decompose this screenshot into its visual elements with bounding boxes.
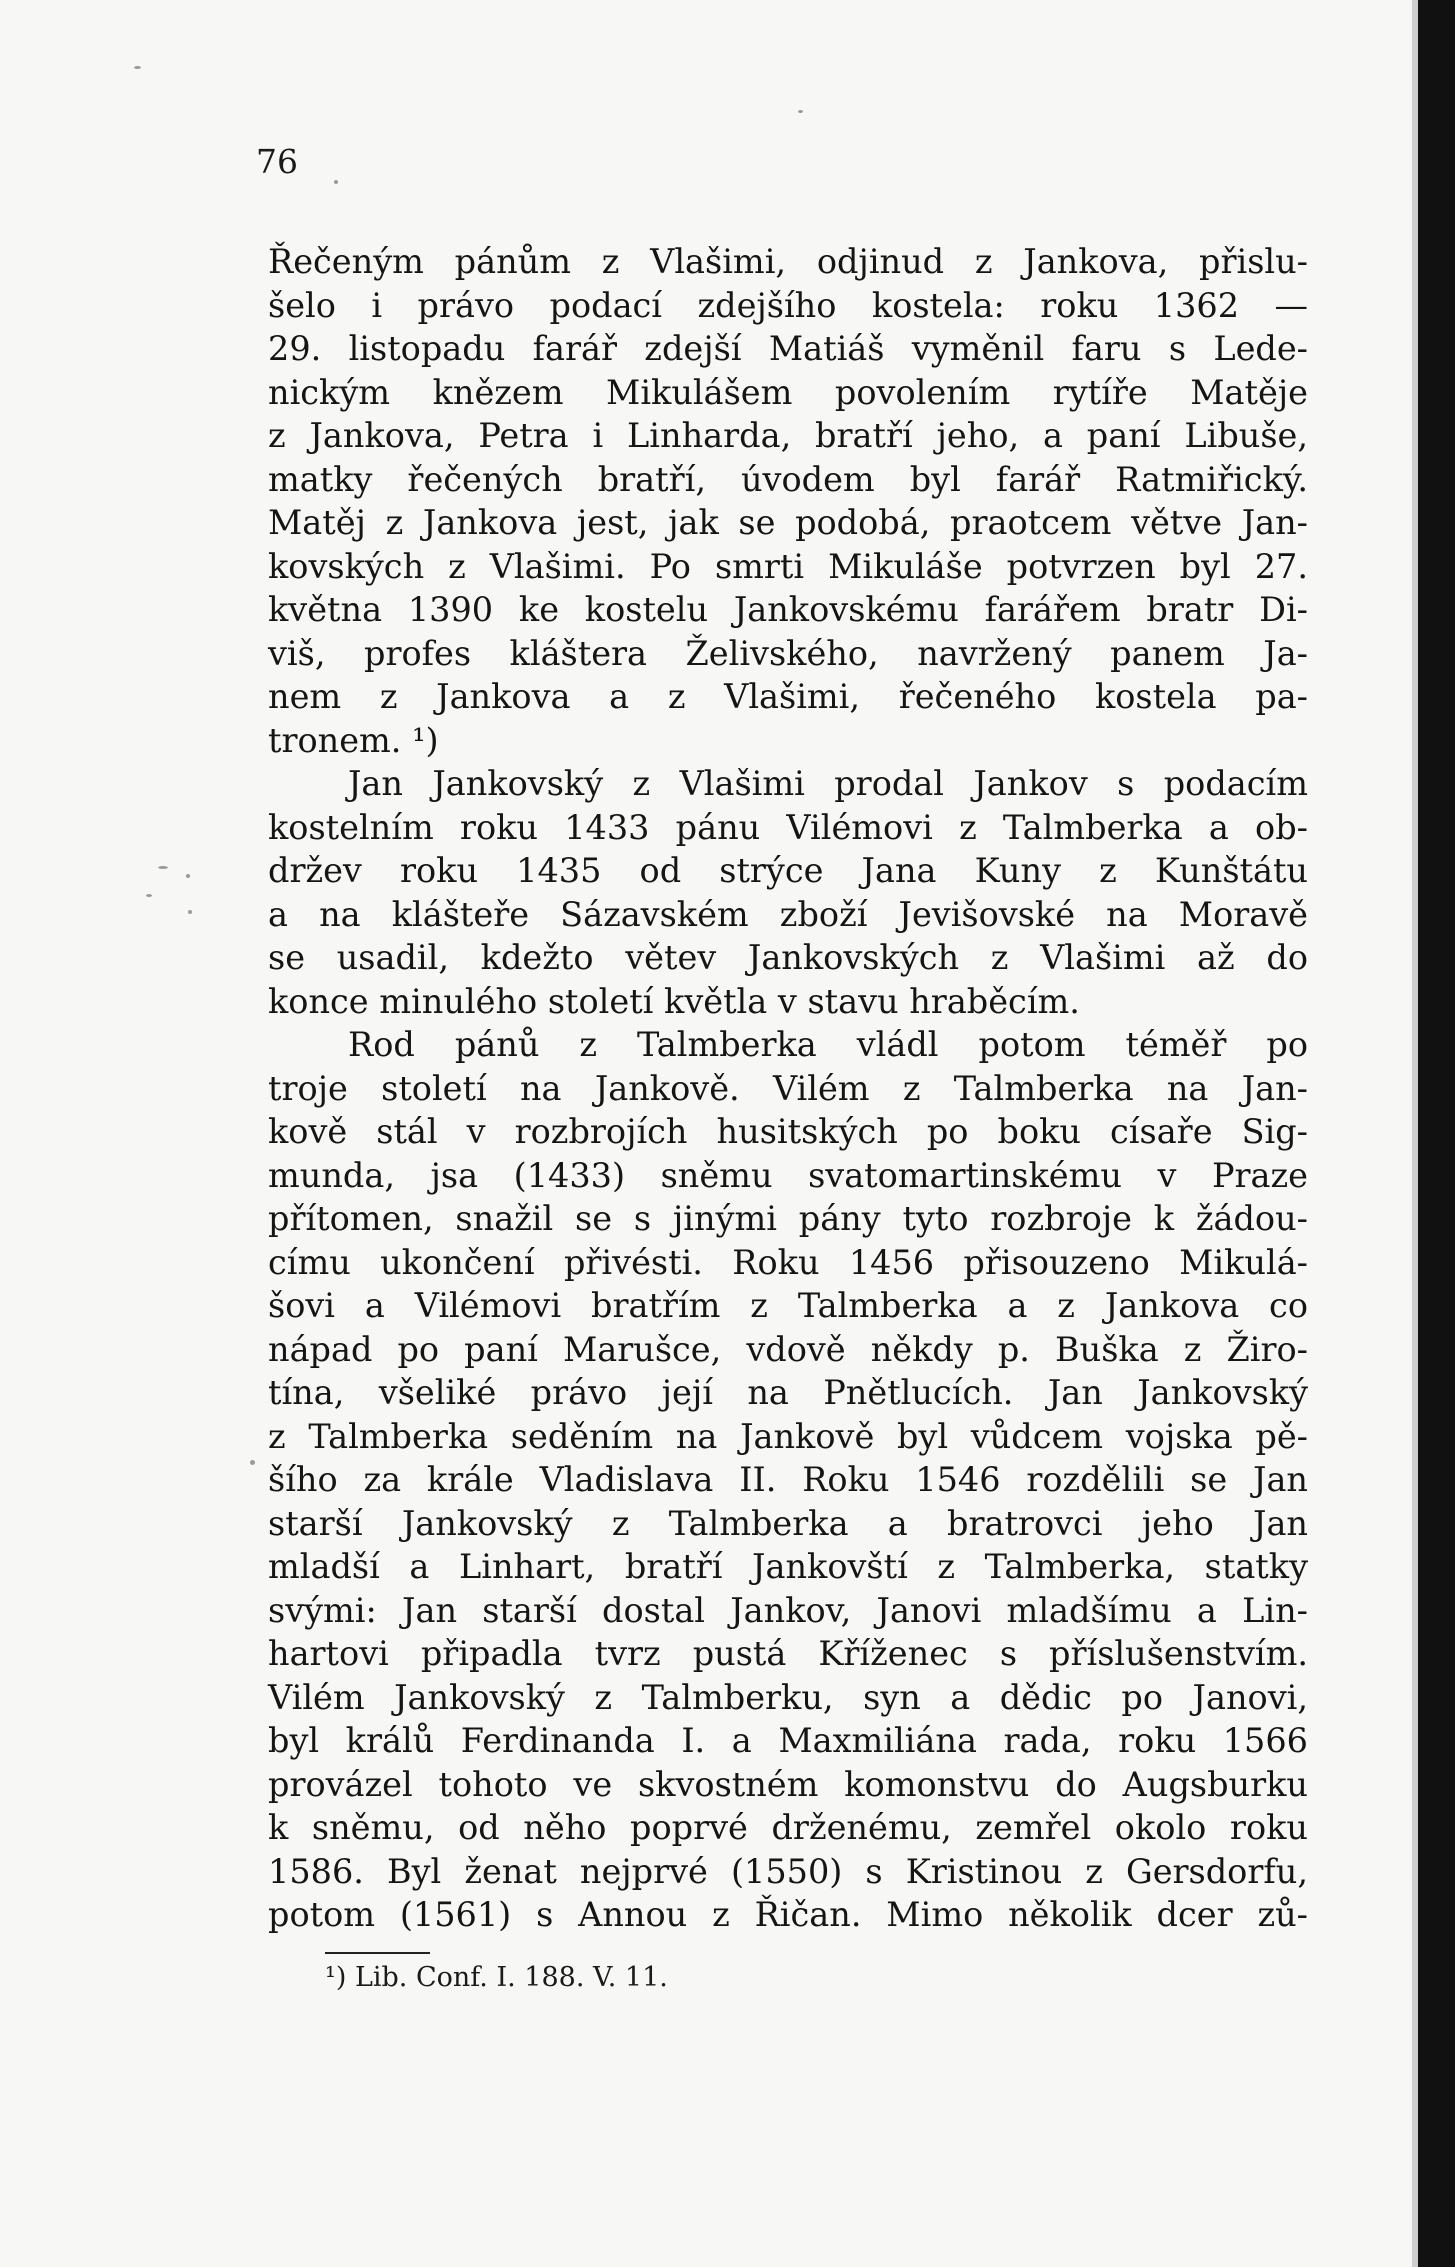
text-line: k sněmu, od něho poprvé drženému, zemřel okolo roku <box>268 1808 1308 1847</box>
text-line: potom (1561) s Annou z Řičan. Mimo několik dcer zů- <box>268 1895 1308 1934</box>
paper-speck <box>186 874 190 878</box>
text-line: kově stál v rozbrojích husitských po boku císaře Sig- <box>268 1112 1308 1151</box>
text-line: šího za krále Vladislava II. Roku 1546 rozdělili se Jan <box>268 1460 1308 1499</box>
paragraph-end-line: tronem. ¹) <box>268 720 439 760</box>
footnote-divider <box>325 1952 430 1954</box>
paper-speck <box>250 1460 255 1465</box>
text-line: troje století na Jankově. Vilém z Talmberka na Jan- <box>268 1068 1308 1108</box>
text-line: 29. listopadu farář zdejší Matiáš vyměnil faru s Lede- <box>268 329 1308 368</box>
body-text <box>268 240 1308 1937</box>
text-line: šelo i právo podací zdejšího kostela: roku 1362 — <box>268 285 1308 325</box>
text-line: nem z Jankova a z Vlašimi, řečeného kostela pa- <box>268 677 1308 716</box>
text-line: Matěj z Jankova jest, jak se podobá, praotcem větve Jan- <box>268 503 1308 542</box>
footnote: ¹) Lib. Conf. I. 188. V. 11. <box>325 1962 668 1993</box>
text-line: byl králů Ferdinanda I. a Maxmiliána rada, roku 1566 <box>268 1721 1308 1760</box>
text-line: munda, jsa (1433) sněmu svatomartinskému v Praze <box>268 1155 1308 1195</box>
paper-speck <box>158 866 168 869</box>
text-line: mladší a Linhart, bratří Jankovští z Talmberka, statky <box>268 1547 1308 1586</box>
text-line: címu ukončení přivésti. Roku 1456 přisouzeno Mikulá- <box>268 1242 1308 1282</box>
text-line: držev roku 1435 od strýce Jana Kuny z Kunštátu <box>268 851 1308 890</box>
text-line: z Jankova, Petra i Linharda, bratří jeho, a paní Libuše, <box>268 416 1308 455</box>
text-line: kostelním roku 1433 pánu Vilémovi z Talmberka a ob- <box>268 807 1308 847</box>
paragraph-start-line: Jan Jankovský z Vlašimi prodal Jankov s podacím <box>348 764 1308 803</box>
text-line: matky řečených bratří, úvodem byl farář Ratmiřický. <box>268 459 1308 499</box>
text-line: května 1390 ke kostelu Jankovskému farářem bratr Di- <box>268 590 1308 629</box>
text-line: svými: Jan starší dostal Jankov, Janovi mladšímu a Lin- <box>268 1590 1308 1630</box>
text-line: nickým knězem Mikulášem povolením rytíře Matěje <box>268 372 1308 412</box>
paper-speck <box>134 66 141 69</box>
paragraph-start-line: Rod pánů z Talmberka vládl potom téměř po <box>348 1025 1308 1064</box>
page-number: 76 <box>256 142 298 181</box>
text-line: nápad po paní Marušce, vdově někdy p. Buška z Žiro- <box>268 1329 1308 1369</box>
text-line: starší Jankovský z Talmberka a bratrovci jeho Jan <box>268 1503 1308 1543</box>
paper-speck <box>146 894 152 897</box>
text-line: se usadil, kdežto větev Jankovských z Vlašimi až do <box>268 938 1308 977</box>
text-line: kovských z Vlašimi. Po smrti Mikuláše potvrzen byl 27. <box>268 546 1308 586</box>
text-line: z Talmberka seděním na Jankově byl vůdcem vojska pě- <box>268 1416 1308 1456</box>
text-line: viš, profes kláštera Želivského, navržený panem Ja- <box>268 633 1308 673</box>
text-line: šovi a Vilémovi bratřím z Talmberka a z Jankova co <box>268 1286 1308 1325</box>
text-line: Řečeným pánům z Vlašimi, odjinud z Jankova, přislu- <box>268 242 1308 281</box>
paper-speck <box>798 110 803 113</box>
paper-speck <box>334 180 338 184</box>
text-line: provázel tohoto ve skvostném komonstvu do Augsburku <box>268 1764 1308 1804</box>
text-line: 1586. Byl ženat nejprvé (1550) s Kristinou z Gersdorfu, <box>268 1851 1308 1891</box>
text-line: přítomen, snažil se s jinými pány tyto rozbroje k žádou- <box>268 1199 1308 1238</box>
text-line: hartovi připadla tvrz pustá Kříženec s příslušenstvím. <box>268 1634 1308 1673</box>
text-line: tína, všeliké právo její na Pnětlucích. Jan Jankovský <box>268 1373 1308 1412</box>
text-line: a na klášteře Sázavském zboží Jevišovské na Moravě <box>268 894 1308 934</box>
paper-speck <box>188 910 192 914</box>
text-line: Vilém Jankovský z Talmberku, syn a dědic po Janovi, <box>268 1677 1308 1717</box>
paragraph-end-line: konce minulého století květla v stavu hraběcím. <box>268 981 1080 1021</box>
scan-border <box>1418 0 1455 2267</box>
